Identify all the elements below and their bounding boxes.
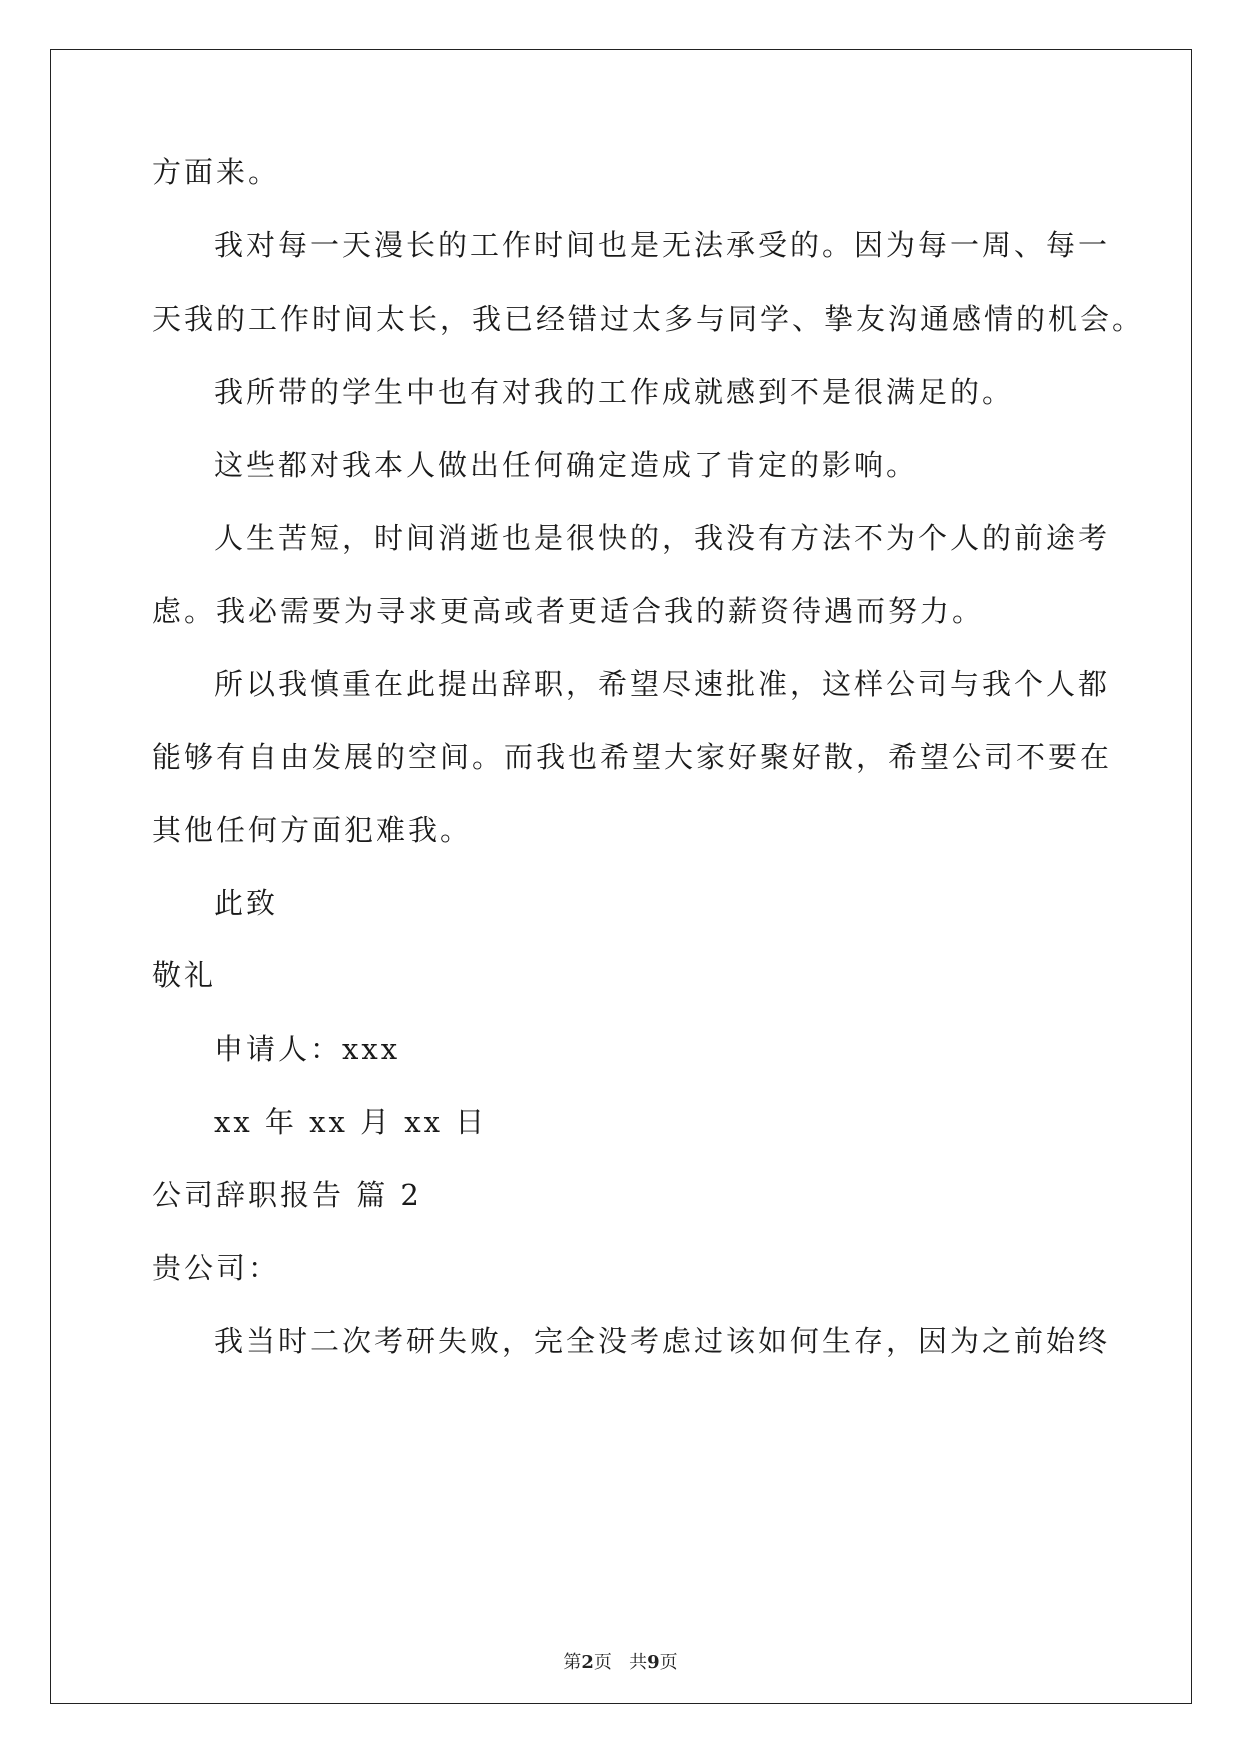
footer-prefix: 第 (563, 1652, 582, 1673)
section-title: 公司辞职报告 篇 2 (152, 1178, 422, 1212)
current-page-number: 2 (581, 1652, 594, 1673)
text-line: 我当时二次考研失败，完全没考虑过该如何生存，因为之前始终 (214, 1324, 1111, 1358)
page-footer (0, 1652, 1241, 1674)
text-line: 人生苦短，时间消逝也是很快的，我没有方法不为个人的前途考 (214, 521, 1111, 555)
footer-suffix: 页 (659, 1652, 678, 1673)
total-page-number: 9 (647, 1652, 660, 1673)
addressee-line: 贵公司： (152, 1251, 281, 1285)
text-line: 其他任何方面犯难我。 (152, 813, 473, 847)
text-line: 所以我慎重在此提出辞职，希望尽速批准，这样公司与我个人都 (214, 667, 1111, 701)
text-line: 这些都对我本人做出任何确定造成了肯定的影响。 (214, 448, 919, 482)
applicant-line: 申请人：xxx (214, 1032, 401, 1066)
closing-regards: 敬礼 (152, 958, 217, 992)
text-line: 我对每一天漫长的工作时间也是无法承受的。因为每一周、每一 (214, 228, 1111, 262)
page-border (50, 49, 1192, 1704)
date-line: xx 年 xx 月 xx 日 (214, 1105, 488, 1139)
text-line: 方面来。 (152, 155, 281, 189)
text-line: 虑。我必需要为寻求更高或者更适合我的薪资待遇而努力。 (152, 594, 985, 628)
text-line: 天我的工作时间太长，我已经错过太多与同学、挚友沟通感情的机会。 (152, 302, 1145, 336)
closing-salutation: 此致 (214, 886, 279, 920)
text-line: 我所带的学生中也有对我的工作成就感到不是很满足的。 (214, 375, 1015, 409)
text-line: 能够有自由发展的空间。而我也希望大家好聚好散，希望公司不要在 (152, 740, 1113, 774)
footer-mid: 页 共 (593, 1652, 648, 1673)
